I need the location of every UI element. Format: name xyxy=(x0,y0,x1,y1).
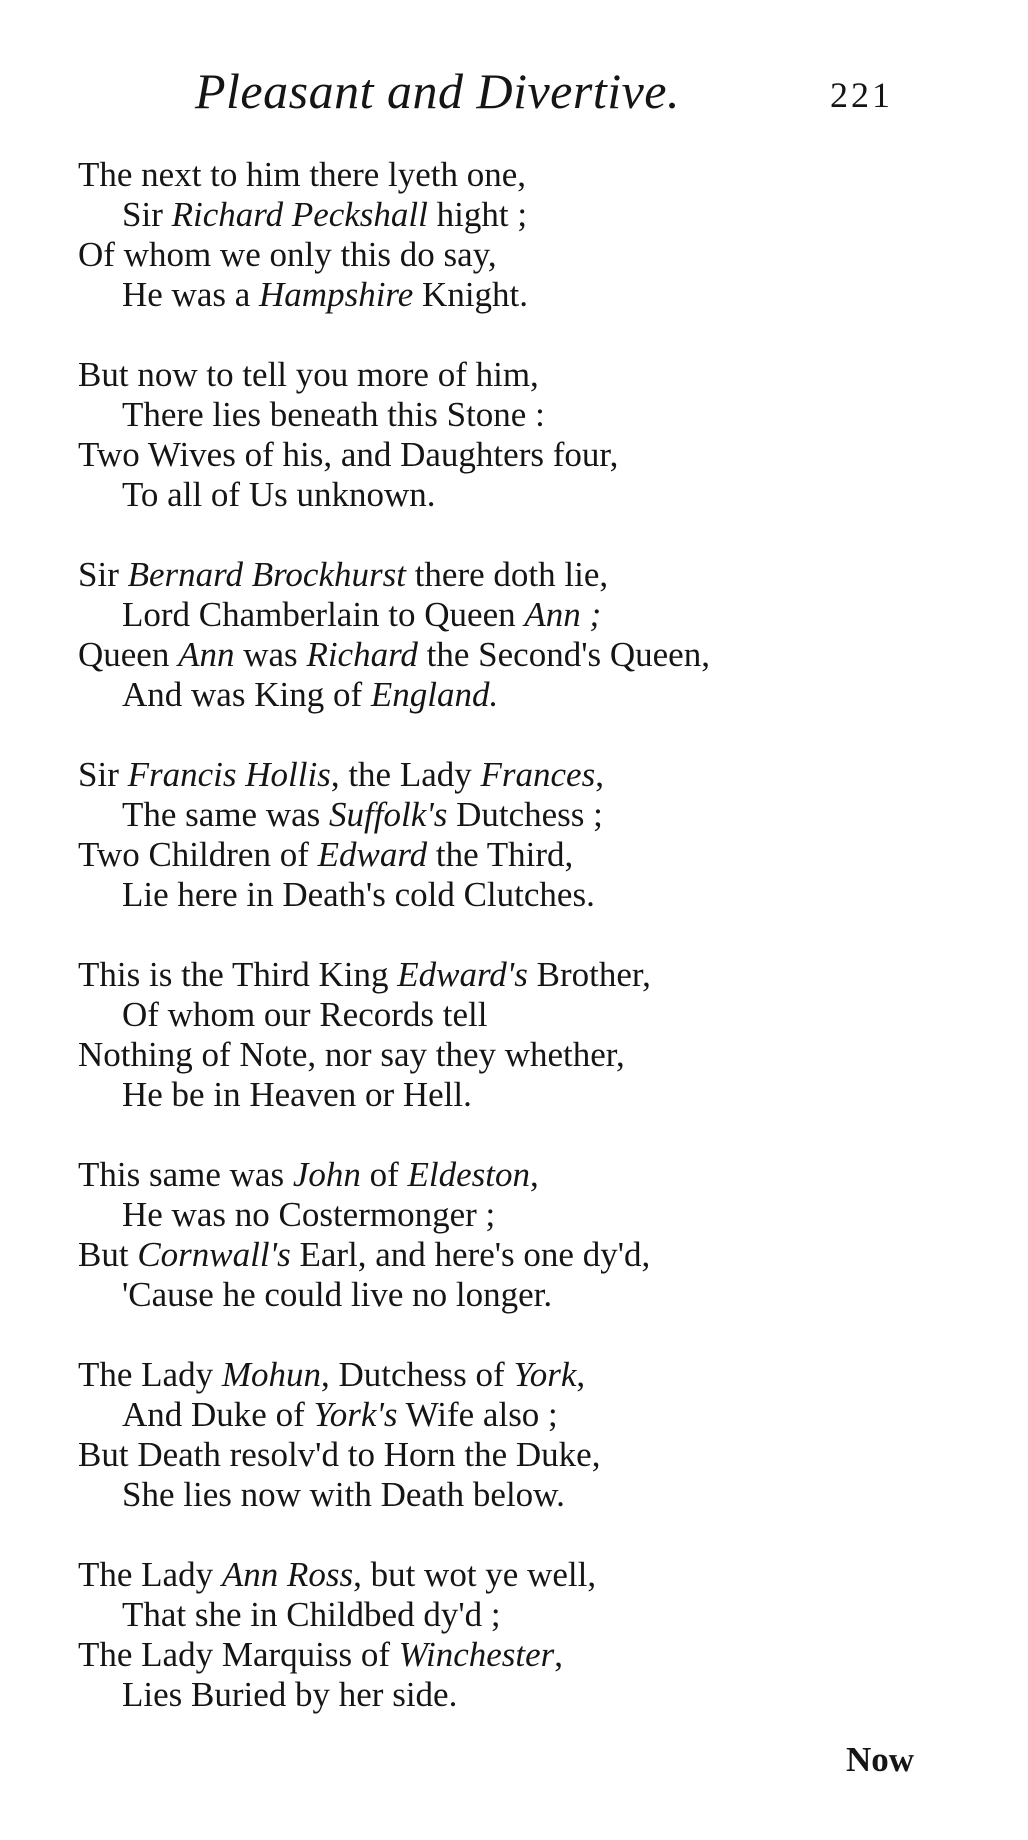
verse-line: The next to him there lyeth one, xyxy=(78,155,527,194)
verse-line: Two Children of Edward the Third, xyxy=(78,835,574,874)
verse-line: The Lady Mohun, Dutchess of York, xyxy=(78,1355,586,1394)
poem xyxy=(78,155,978,1755)
verse-line: Sir Bernard Brockhurst there doth lie, xyxy=(78,555,609,594)
verse-line: Lies Buried by her side. xyxy=(122,1675,458,1714)
verse-line: That she in Childbed dy'd ; xyxy=(122,1595,501,1634)
stanza xyxy=(78,1355,978,1555)
verse-line: But Death resolv'd to Horn the Duke, xyxy=(78,1435,601,1474)
stanza xyxy=(78,355,978,555)
verse-line: Sir Francis Hollis, the Lady Frances, xyxy=(78,755,604,794)
stanza xyxy=(78,555,978,755)
verse-line: He was a Hampshire Knight. xyxy=(122,275,529,314)
stanza xyxy=(78,1555,978,1755)
verse-line: But Cornwall's Earl, and here's one dy'd, xyxy=(78,1235,651,1274)
running-title: Pleasant and Divertive. xyxy=(195,63,680,119)
verse-line: The same was Suffolk's Dutchess ; xyxy=(122,795,603,834)
catchword: Now xyxy=(846,1740,915,1779)
verse-line: There lies beneath this Stone : xyxy=(122,395,545,434)
verse-line: But now to tell you more of him, xyxy=(78,355,539,394)
verse-line: The Lady Marquiss of Winchester, xyxy=(78,1635,564,1674)
verse-line: She lies now with Death below. xyxy=(122,1475,565,1514)
verse-line: Lie here in Death's cold Clutches. xyxy=(122,875,595,914)
verse-line: He be in Heaven or Hell. xyxy=(122,1075,472,1114)
stanza xyxy=(78,755,978,955)
stanza xyxy=(78,155,978,355)
verse-line: Of whom our Records tell xyxy=(122,995,488,1034)
verse-line: Of whom we only this do say, xyxy=(78,235,497,274)
verse-line: Two Wives of his, and Daughters four, xyxy=(78,435,619,474)
stanza xyxy=(78,1155,978,1355)
verse-line: This same was John of Eldeston, xyxy=(78,1155,539,1194)
page-number: 221 xyxy=(830,75,893,115)
verse-line: Nothing of Note, nor say they whether, xyxy=(78,1035,625,1074)
verse-line: He was no Costermonger ; xyxy=(122,1195,496,1234)
verse-line: Queen Ann was Richard the Second's Queen, xyxy=(78,635,710,674)
verse-line: Sir Richard Peckshall hight ; xyxy=(122,195,528,234)
verse-line: To all of Us unknown. xyxy=(122,475,436,514)
verse-line: 'Cause he could live no longer. xyxy=(122,1275,553,1314)
verse-line: And Duke of York's Wife also ; xyxy=(122,1395,558,1434)
stanza xyxy=(78,955,978,1155)
verse-line: And was King of England. xyxy=(122,675,499,714)
verse-line: Lord Chamberlain to Queen Ann ; xyxy=(122,595,602,634)
verse-line: The Lady Ann Ross, but wot ye well, xyxy=(78,1555,597,1594)
verse-line: This is the Third King Edward's Brother, xyxy=(78,955,651,994)
